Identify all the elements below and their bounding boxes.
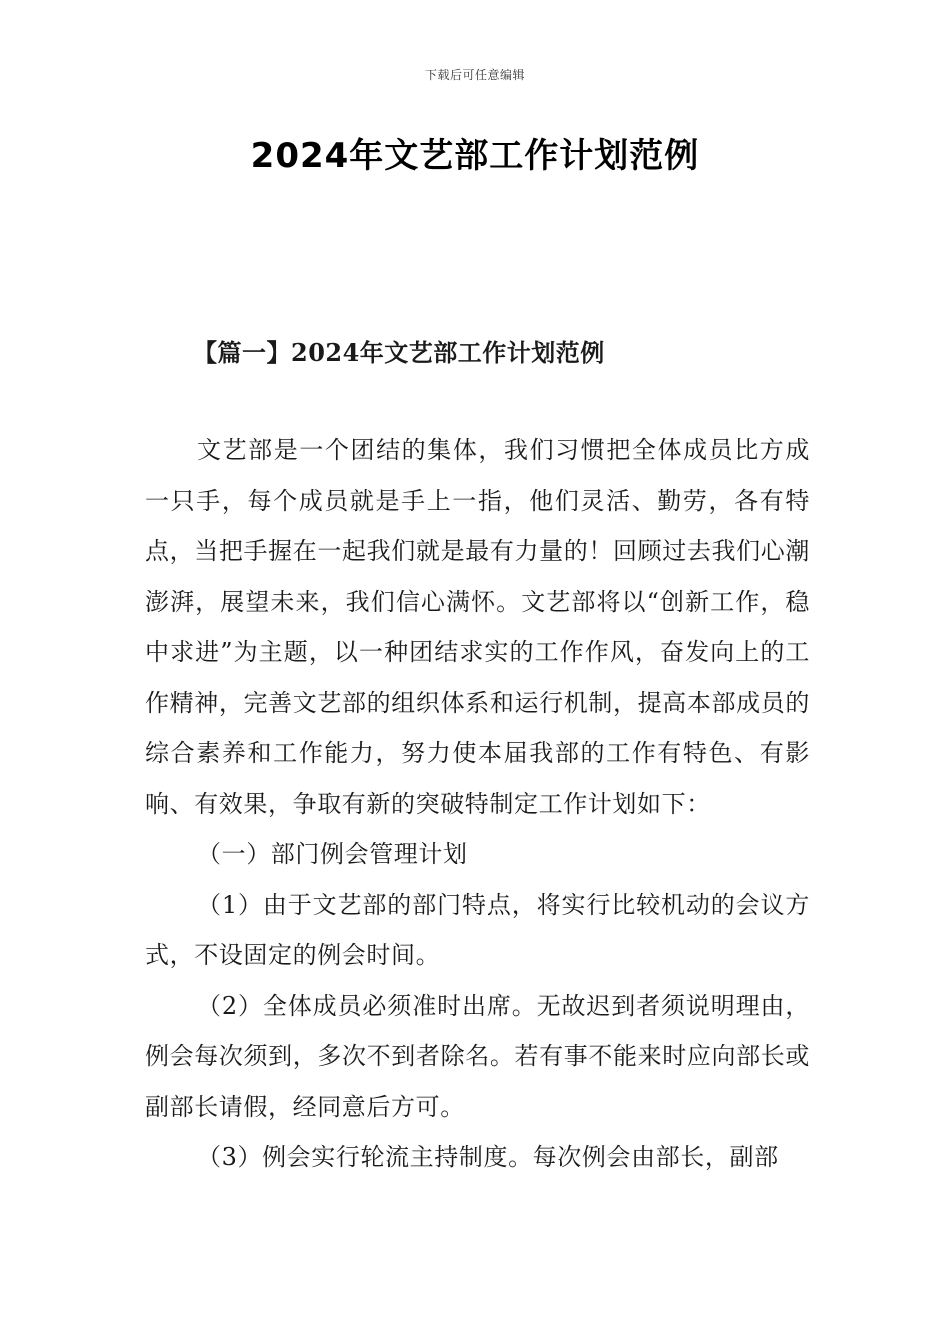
list-item: （3）例会实行轮流主持制度。每次例会由部长，副部 [197,1143,779,1171]
section-heading: 【篇一】2024年文艺部工作计划范例 [193,338,605,367]
header-note: 下载后可任意编辑 [424,68,525,82]
intro-paragraph: 文艺部是一个团结的集体，我们习惯把全体成员比方成一只手，每个成员就是手上一指，他们灵活、勤劳，各有特点，当把手握在一起我们就是最有力量的！回顾过去我们心潮澎湃，展望未来，我们信心满怀。文艺部将以“创新工作，稳中求进”为主题，以一种团结求实的工作作风，奋发向上的工作精神，完善文艺部的组织体系和运行机制，提高本部成员的综合素养和工作能力，努力使本届我部的工作有特色、有影响、有效果，争取有新的突破特制定工作计划如下： [145,436,810,818]
list-item: （2）全体成员必须准时出席。无故迟到者须说明理由，例会每次须到，多次不到者除名。若有事不能来时应向部长或副部长请假，经同意后方可。 [145,991,810,1121]
list-item: （1）由于文艺部的部门特点，将实行比较机动的会议方式，不设固定的例会时间。 [145,890,810,969]
body-text [145,425,810,1183]
subsection-heading: （一）部门例会管理计划 [197,840,468,868]
document-title: 2024年文艺部工作计划范例 [250,136,700,176]
